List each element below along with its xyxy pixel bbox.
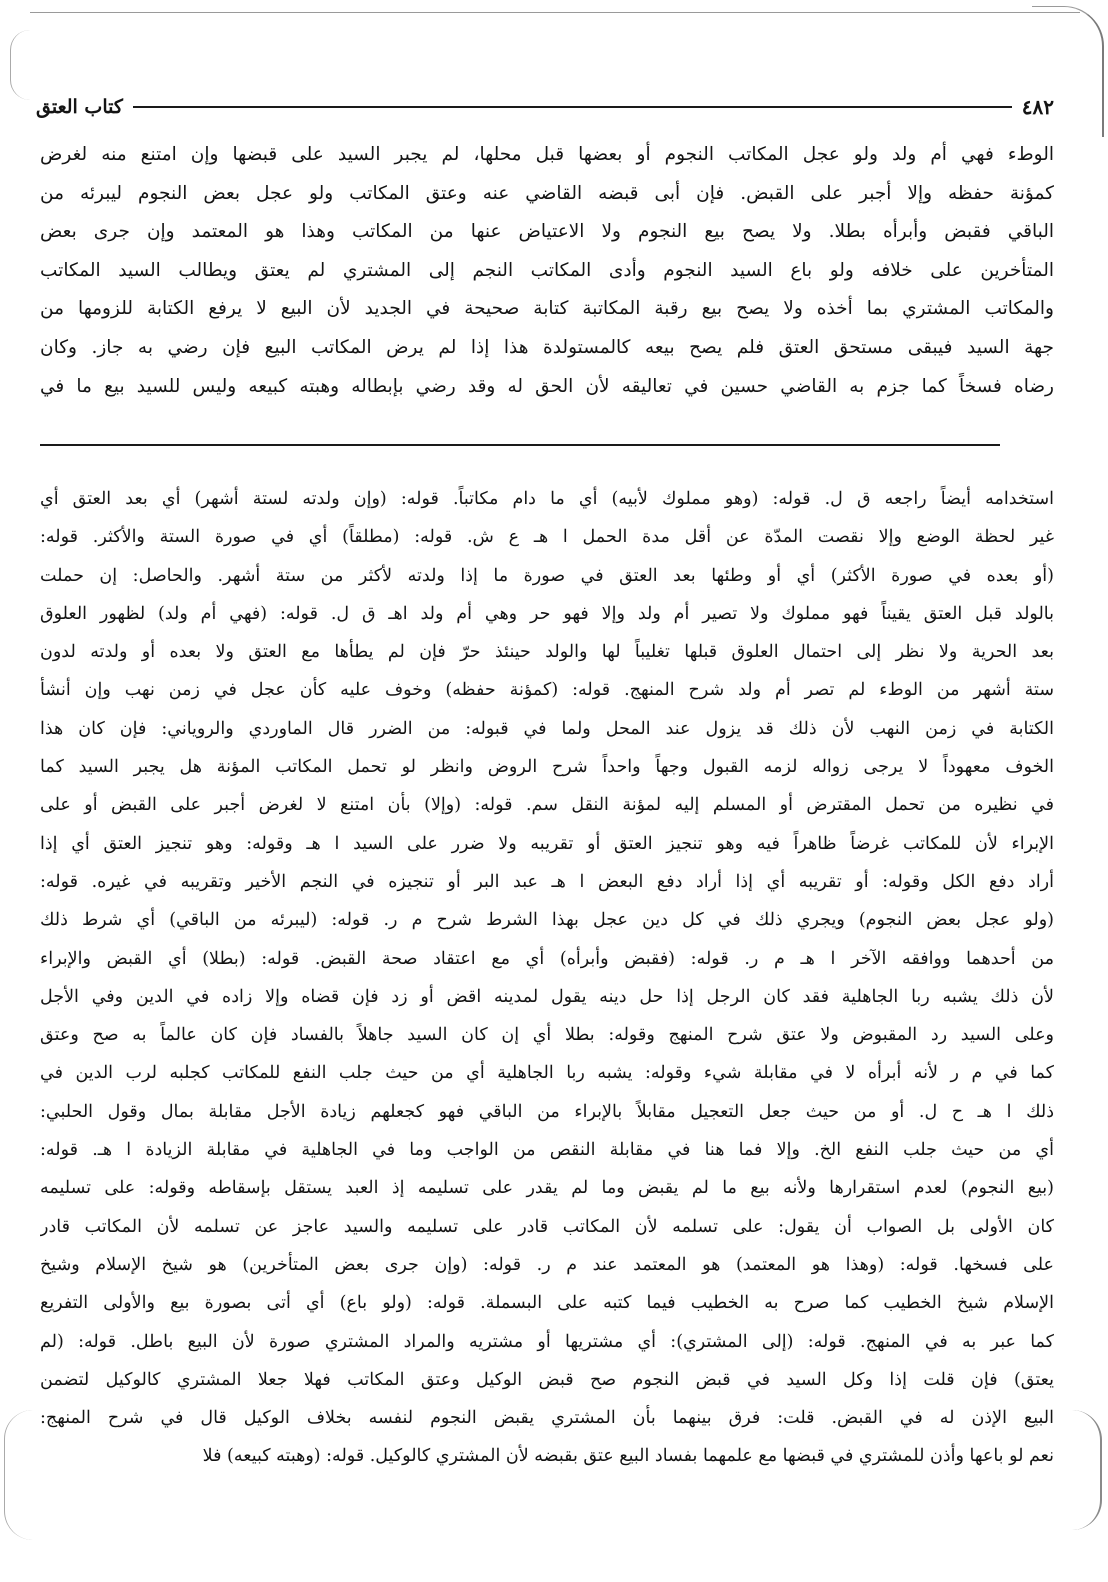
footnote-line: نعم لو باعها وأذن للمشتري في قبضها مع علمهما بفساد البيع عتق بقبضه لأن المشتري كالوكيل. قوله: (وهبته كبيعه) فلا — [202, 1446, 1054, 1467]
footnote-line: ذلك ا هـ ح ل. أو من حيث جعل التعجيل مقابلاً بالإبراء من الباقي فهو كجعلهم زيادة الأجل مقابلة بمال وقول الحلبي: — [40, 1101, 1054, 1122]
footnote-line: وعلى السيد رد المقبوض ولا عتق شرح المنهج وقوله: بطلا أي إن كان السيد جاهلاً بالفساد فإن كان عالماً به صح وعتق — [40, 1025, 1054, 1046]
footnote-line: (بيع النجوم) لعدم استقرارها ولأنه بيع ما لم يقبض وما لم يقدر على تسليمه إذ العبد يستقل بإسقاطه وقوله: على تسليمه — [40, 1178, 1054, 1199]
footnote-line: على فسخها. قوله: (وهذا هو المعتمد) هو المعتمد عند م ر. قوله: (وإن جرى بعض المتأخرين) هو شيخ الإسلام وشيخ — [40, 1254, 1054, 1275]
main-text-line: جهة السيد فيبقى مستحق العتق فلم يصح بيعه كالمستولدة هذا إذا لم يرض المكاتب البيع فإن رضي به جاز. وكان — [40, 336, 1054, 358]
main-text-line: والمكاتب المشتري بما أخذه ولا يصح بيع رقبة المكاتبة كتابة صحيحة في الجديد لأن البيع لا يرفع الكتابة للزومها من — [40, 298, 1054, 320]
header-rule — [133, 106, 1012, 108]
footnote-line: في نظيره من تحمل المقترض أو المسلم إليه لمؤنة النقل سم. قوله: (وإلا) بأن امتنع لا لغرض أجبر على القبض أو على — [40, 795, 1054, 816]
frame-ornament-bottom-right — [1064, 1410, 1102, 1530]
running-head — [36, 92, 1054, 122]
frame-ornament-bottom-left — [4, 1410, 33, 1540]
footnote-line: من أحدهما ووافقه الآخر ا هـ م ر. قوله: (فقبض وأبرأه) أي مع اعتقاد صحة القبض. قوله: (بطلا) أي القبض والإبراء — [40, 948, 1054, 969]
book-title: كتاب العتق — [36, 96, 123, 118]
frame-ornament-top-left — [10, 30, 41, 100]
footnote-line: الإسلام شيخ الخطيب كما صرح به الخطيب فيما كتبه على البسملة. قوله: (ولو باع) أي أتى بصورة بيع والأولى التفريع — [40, 1293, 1054, 1314]
footnote-line: (أو بعده في صورة الأكثر) أي أو وطئها بعد العتق في صورة ما إذا ولدته لأكثر من ستة أشهر. والحاصل: إن حملت — [40, 565, 1054, 586]
main-text-line: كمؤنة حفظه وإلا أجبر على القبض. فإن أبى قبضه القاضي عنه وعتق المكاتب ولو عجل بعض النجوم ليبرئه من — [40, 182, 1054, 204]
footnote-line: يعتق) فإن قلت إذا وكل السيد في قبض النجوم صح قبض الوكيل وعتق المكاتب فهلا جعلا المشتري كالوكيل لتضمن — [40, 1369, 1054, 1390]
footnote-line: الخوف معهوداً لا يرجى زواله لزمه القبول وجهاً واحداً شرح الروض وانظر لو تحمل المكاتب المؤنة هل يجبر السيد كما — [40, 757, 1054, 778]
footnote-line: البيع الإذن له في القبض. قلت: فرق بينهما بأن المشتري يقبض النجوم لنفسه بخلاف الوكيل قال في شرح المنهج: — [40, 1408, 1054, 1429]
footnote-separator — [40, 444, 1000, 446]
main-text-line: الباقي فقبض وأبرأه بطلا. ولا يصح بيع النجوم ولا الاعتياض عنها من المكاتب وهذا هو المعتمد وإن جرى بعض — [40, 221, 1054, 243]
footnote-line: كما عبر به في المنهج. قوله: (إلى المشتري): أي مشتريها أو مشتريه والمراد المشتري صورة لأن البيع باطل. قوله: (لم — [40, 1331, 1054, 1352]
footnote-line: كان الأولى بل الصواب أن يقول: على تسلمه لأن المكاتب قادر على تسليمه والسيد عاجز عن تسلمه لأن المكاتب قادر — [40, 1216, 1054, 1237]
footnote-line: أراد دفع الكل وقوله: أو تقريبه أي إذا أراد دفع البعض ا هـ عبد البر أو تنجيزه في النجم الأخير وتقريبه في غيره. قوله: — [40, 871, 1054, 892]
main-text-line: المتأخرين على خلافه ولو باع السيد النجوم وأدى المكاتب النجم إلى المشتري لم يعتق ويطالب السيد المكاتب — [40, 259, 1054, 281]
footnote-line: ستة أشهر من الوطء لم تصر أم ولد شرح المنهج. قوله: (كمؤنة حفظه) وخوف عليه كأن عجل في زمن نهب وإن أنشأ — [40, 680, 1054, 701]
footnote-line: بالولد قبل العتق يقيناً فهو مملوك ولا تصير أم ولد وإلا فهو حر وهي أم ولد اهـ ق ل. قوله: (فهي أم ولد) لظهور العلوق — [40, 603, 1054, 624]
footnote-line: (ولو عجل بعض النجوم) ويجري ذلك في كل دين عجل بهذا الشرط شرح م ر. قوله: (ليبرئه من الباقي) أي شرط ذلك — [40, 910, 1054, 931]
page-frame-top — [30, 12, 1080, 53]
footnote-line: بعد الحرية ولا نظر إلى احتمال العلوق قبلها تغليباً لها والولد حينئذ حرّ فإن لم يطأها مع العتق ولا بعده أو ولدته لدون — [40, 642, 1054, 663]
footnote-line: استخدامه أيضاً راجعه ق ل. قوله: (وهو مملوك لأبيه) أي ما دام مكاتباً. قوله: (وإن ولدته لستة أشهر) أي بعد العتق أي — [40, 489, 1054, 509]
footnote-line: كما في م ر لأنه أبرأه لا في مقابلة شيء وقوله: يشبه ربا الجاهلية أي من حيث جلب النفع للمكاتب كجلبه لرب الدين في — [40, 1063, 1054, 1084]
footnote-line: الإبراء لأن للمكاتب غرضاً ظاهراً فيه وهو تنجيز العتق أو تقريبه ولا ضرر على السيد ا هـ وقوله: وهو تنجيز العتق أي إذا — [40, 833, 1054, 854]
main-text-line: رضاه فسخاً كما جزم به القاضي حسين في تعاليقه لأن الحق له وقد رضي بإبطاله وهبته كبيعه وليس للسيد بيع ما في — [40, 375, 1054, 397]
footnote-line: الكتابة في زمن النهب لأن ذلك قد يزول عند المحل ولما في قبوله: من الضرر قال الماوردي والروياني: فإن كان هذا — [40, 718, 1054, 739]
page-number: ٤٨٢ — [1021, 95, 1054, 119]
footnote-line: غير لحظة الوضع وإلا نقصت المدّة عن أقل مدة الحمل ا هـ ع ش. قوله: (مطلقاً) أي في صورة الستة والأكثر. قوله: — [40, 527, 1054, 548]
footnote-line: لأن ذلك يشبه ربا الجاهلية فقد كان الرجل إذا حل دينه يقول لمدينه اقض أو زد فإن قضاه وإلا زاده في الدين وفي الأجل — [40, 986, 1054, 1007]
footnote-line: أي من حيث جلب النفع الخ. وإلا فما هنا في مقابلة النقص من الواجب وما في الجاهلية في مقابلة الزيادة ا هـ. قوله: — [40, 1140, 1054, 1161]
main-text — [40, 136, 1054, 406]
footnote-text — [40, 480, 1054, 1476]
main-text-line: الوطء فهي أم ولد ولو عجل المكاتب النجوم أو بعضها قبل محلها، لم يجبر السيد على قبضها وإن امتنع منه لغرض — [40, 144, 1054, 165]
